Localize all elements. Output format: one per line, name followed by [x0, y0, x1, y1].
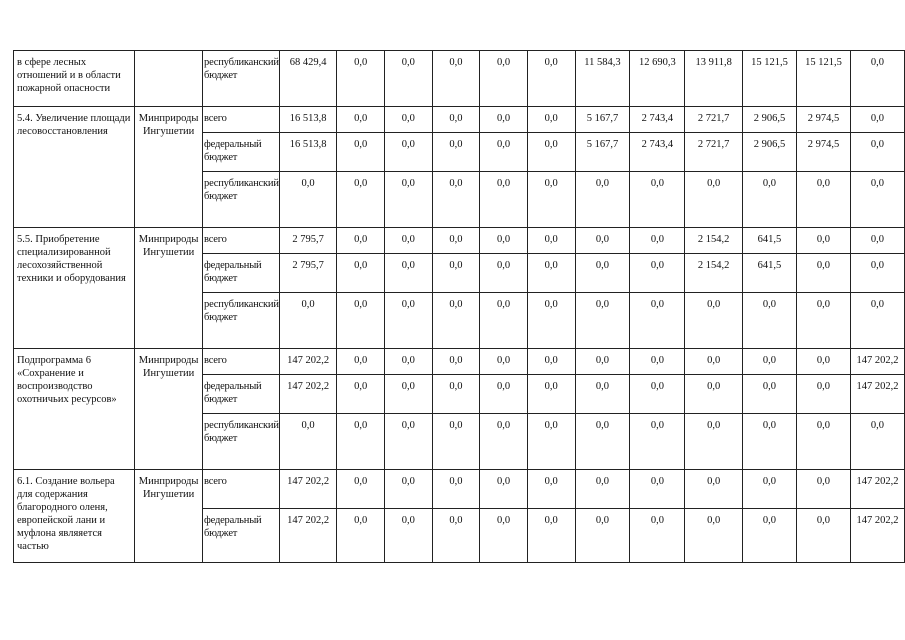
amount-cell: 0,0 — [385, 375, 433, 414]
activity-name-cell: 5.5. Приобретение специализированной лесохозяйственной техники и оборудования — [14, 228, 135, 349]
amount-cell: 0,0 — [527, 414, 575, 470]
funding-source-cell: федеральный бюджет — [203, 509, 280, 563]
amount-cell: 0,0 — [575, 470, 630, 509]
amount-cell: 147 202,2 — [279, 509, 337, 563]
amount-cell: 147 202,2 — [850, 375, 904, 414]
amount-cell: 0,0 — [796, 509, 850, 563]
amount-cell: 0,0 — [527, 228, 575, 254]
funding-source-cell: всего — [203, 107, 280, 133]
amount-cell: 11 584,3 — [575, 51, 630, 107]
executor-cell: Минприроды Ингушетии — [135, 349, 203, 470]
amount-cell: 0,0 — [796, 470, 850, 509]
amount-cell: 0,0 — [337, 51, 385, 107]
activity-name-cell: Подпрограмма 6 «Сохранение и воспроизводство охотничьих ресурсов» — [14, 349, 135, 470]
amount-cell: 0,0 — [850, 293, 904, 349]
amount-cell: 0,0 — [385, 293, 433, 349]
amount-cell: 2 795,7 — [279, 254, 337, 293]
amount-cell: 16 513,8 — [279, 133, 337, 172]
amount-cell: 0,0 — [743, 375, 797, 414]
amount-cell: 0,0 — [575, 293, 630, 349]
amount-cell: 0,0 — [337, 509, 385, 563]
amount-cell: 0,0 — [630, 414, 685, 470]
amount-cell: 0,0 — [850, 254, 904, 293]
amount-cell: 0,0 — [480, 349, 528, 375]
amount-cell: 0,0 — [527, 172, 575, 228]
amount-cell: 2 974,5 — [796, 133, 850, 172]
amount-cell: 0,0 — [432, 254, 480, 293]
amount-cell: 2 721,7 — [685, 107, 743, 133]
amount-cell: 0,0 — [527, 254, 575, 293]
amount-cell: 0,0 — [527, 349, 575, 375]
funding-source-cell: федеральный бюджет — [203, 375, 280, 414]
amount-cell: 2 795,7 — [279, 228, 337, 254]
amount-cell: 0,0 — [796, 228, 850, 254]
amount-cell: 0,0 — [796, 414, 850, 470]
budget-table-body — [14, 51, 905, 563]
amount-cell: 0,0 — [685, 293, 743, 349]
amount-cell: 0,0 — [743, 414, 797, 470]
amount-cell: 0,0 — [796, 172, 850, 228]
table-row — [14, 51, 905, 107]
budget-table — [13, 50, 905, 563]
amount-cell: 0,0 — [279, 172, 337, 228]
amount-cell: 5 167,7 — [575, 107, 630, 133]
amount-cell: 0,0 — [337, 228, 385, 254]
amount-cell: 0,0 — [630, 470, 685, 509]
amount-cell: 0,0 — [480, 470, 528, 509]
amount-cell: 2 974,5 — [796, 107, 850, 133]
amount-cell: 0,0 — [480, 133, 528, 172]
amount-cell: 68 429,4 — [279, 51, 337, 107]
amount-cell: 12 690,3 — [630, 51, 685, 107]
amount-cell: 0,0 — [630, 228, 685, 254]
amount-cell: 0,0 — [432, 349, 480, 375]
executor-cell — [135, 51, 203, 107]
amount-cell: 0,0 — [432, 414, 480, 470]
amount-cell: 641,5 — [743, 228, 797, 254]
amount-cell: 0,0 — [630, 172, 685, 228]
amount-cell: 0,0 — [850, 228, 904, 254]
amount-cell: 0,0 — [432, 133, 480, 172]
amount-cell: 2 721,7 — [685, 133, 743, 172]
amount-cell: 0,0 — [337, 470, 385, 509]
executor-cell: Минприроды Ингушетии — [135, 470, 203, 563]
amount-cell: 0,0 — [385, 51, 433, 107]
amount-cell: 0,0 — [743, 293, 797, 349]
amount-cell: 0,0 — [279, 414, 337, 470]
amount-cell: 0,0 — [480, 172, 528, 228]
amount-cell: 0,0 — [850, 172, 904, 228]
amount-cell: 0,0 — [685, 509, 743, 563]
amount-cell: 0,0 — [527, 470, 575, 509]
amount-cell: 0,0 — [796, 293, 850, 349]
amount-cell: 15 121,5 — [796, 51, 850, 107]
funding-source-cell: республиканский бюджет — [203, 414, 280, 470]
amount-cell: 2 743,4 — [630, 107, 685, 133]
amount-cell: 0,0 — [279, 293, 337, 349]
amount-cell: 0,0 — [850, 133, 904, 172]
amount-cell: 0,0 — [575, 414, 630, 470]
amount-cell: 0,0 — [480, 509, 528, 563]
amount-cell: 0,0 — [432, 51, 480, 107]
amount-cell: 0,0 — [575, 228, 630, 254]
amount-cell: 147 202,2 — [279, 349, 337, 375]
amount-cell: 0,0 — [480, 228, 528, 254]
table-row — [14, 107, 905, 133]
amount-cell: 147 202,2 — [850, 470, 904, 509]
amount-cell: 0,0 — [630, 509, 685, 563]
amount-cell: 0,0 — [685, 375, 743, 414]
amount-cell: 0,0 — [432, 228, 480, 254]
amount-cell: 0,0 — [337, 133, 385, 172]
amount-cell: 147 202,2 — [279, 375, 337, 414]
amount-cell: 16 513,8 — [279, 107, 337, 133]
amount-cell: 2 743,4 — [630, 133, 685, 172]
amount-cell: 0,0 — [337, 254, 385, 293]
amount-cell: 0,0 — [385, 107, 433, 133]
funding-source-cell: федеральный бюджет — [203, 254, 280, 293]
amount-cell: 0,0 — [743, 172, 797, 228]
amount-cell: 0,0 — [432, 509, 480, 563]
amount-cell: 0,0 — [432, 107, 480, 133]
executor-cell: Минприроды Ингушетии — [135, 107, 203, 228]
amount-cell: 0,0 — [575, 172, 630, 228]
amount-cell: 5 167,7 — [575, 133, 630, 172]
amount-cell: 0,0 — [385, 470, 433, 509]
funding-source-cell: всего — [203, 470, 280, 509]
table-row — [14, 470, 905, 509]
amount-cell: 0,0 — [685, 470, 743, 509]
amount-cell: 0,0 — [480, 293, 528, 349]
amount-cell: 0,0 — [385, 228, 433, 254]
amount-cell: 0,0 — [796, 349, 850, 375]
amount-cell: 0,0 — [527, 107, 575, 133]
amount-cell: 0,0 — [480, 107, 528, 133]
funding-source-cell: всего — [203, 228, 280, 254]
funding-source-cell: республиканский бюджет — [203, 51, 280, 107]
amount-cell: 0,0 — [630, 293, 685, 349]
amount-cell: 147 202,2 — [850, 349, 904, 375]
amount-cell: 147 202,2 — [850, 509, 904, 563]
amount-cell: 0,0 — [385, 414, 433, 470]
amount-cell: 13 911,8 — [685, 51, 743, 107]
activity-name-cell: 5.4. Увеличение площади лесовосстановления — [14, 107, 135, 228]
activity-name-cell: 6.1. Создание вольера для содержания благородного оленя, европейской лани и муфлона являяется частью — [14, 470, 135, 563]
amount-cell: 0,0 — [385, 509, 433, 563]
amount-cell: 0,0 — [527, 375, 575, 414]
amount-cell: 0,0 — [527, 293, 575, 349]
amount-cell: 0,0 — [796, 254, 850, 293]
funding-source-cell: республиканский бюджет — [203, 172, 280, 228]
amount-cell: 0,0 — [480, 254, 528, 293]
funding-source-cell: федеральный бюджет — [203, 133, 280, 172]
amount-cell: 0,0 — [575, 254, 630, 293]
amount-cell: 0,0 — [630, 254, 685, 293]
table-row — [14, 349, 905, 375]
amount-cell: 0,0 — [337, 349, 385, 375]
amount-cell: 0,0 — [385, 349, 433, 375]
amount-cell: 0,0 — [337, 172, 385, 228]
amount-cell: 0,0 — [527, 51, 575, 107]
amount-cell: 0,0 — [796, 375, 850, 414]
amount-cell: 0,0 — [432, 375, 480, 414]
table-row — [14, 228, 905, 254]
amount-cell: 0,0 — [685, 172, 743, 228]
amount-cell: 2 154,2 — [685, 254, 743, 293]
activity-name-cell: в сфере лесных отношений и в области пожарной опасности — [14, 51, 135, 107]
amount-cell: 2 906,5 — [743, 107, 797, 133]
amount-cell: 2 906,5 — [743, 133, 797, 172]
amount-cell: 0,0 — [480, 375, 528, 414]
amount-cell: 0,0 — [575, 349, 630, 375]
amount-cell: 0,0 — [337, 375, 385, 414]
executor-cell: Минприроды Ингушетии — [135, 228, 203, 349]
amount-cell: 0,0 — [480, 414, 528, 470]
amount-cell: 0,0 — [337, 293, 385, 349]
amount-cell: 0,0 — [432, 172, 480, 228]
amount-cell: 0,0 — [630, 375, 685, 414]
amount-cell: 641,5 — [743, 254, 797, 293]
amount-cell: 0,0 — [432, 470, 480, 509]
amount-cell: 0,0 — [743, 349, 797, 375]
amount-cell: 15 121,5 — [743, 51, 797, 107]
amount-cell: 0,0 — [575, 509, 630, 563]
amount-cell: 0,0 — [850, 51, 904, 107]
amount-cell: 0,0 — [432, 293, 480, 349]
amount-cell: 0,0 — [527, 509, 575, 563]
amount-cell: 0,0 — [630, 349, 685, 375]
amount-cell: 0,0 — [685, 414, 743, 470]
amount-cell: 0,0 — [850, 107, 904, 133]
amount-cell: 0,0 — [337, 414, 385, 470]
amount-cell: 0,0 — [685, 349, 743, 375]
amount-cell: 2 154,2 — [685, 228, 743, 254]
amount-cell: 0,0 — [743, 509, 797, 563]
amount-cell: 0,0 — [575, 375, 630, 414]
funding-source-cell: всего — [203, 349, 280, 375]
amount-cell: 0,0 — [527, 133, 575, 172]
amount-cell: 0,0 — [850, 414, 904, 470]
amount-cell: 0,0 — [385, 254, 433, 293]
funding-source-cell: республиканский бюджет — [203, 293, 280, 349]
amount-cell: 0,0 — [385, 172, 433, 228]
amount-cell: 0,0 — [480, 51, 528, 107]
amount-cell: 0,0 — [337, 107, 385, 133]
amount-cell: 147 202,2 — [279, 470, 337, 509]
amount-cell: 0,0 — [743, 470, 797, 509]
amount-cell: 0,0 — [385, 133, 433, 172]
